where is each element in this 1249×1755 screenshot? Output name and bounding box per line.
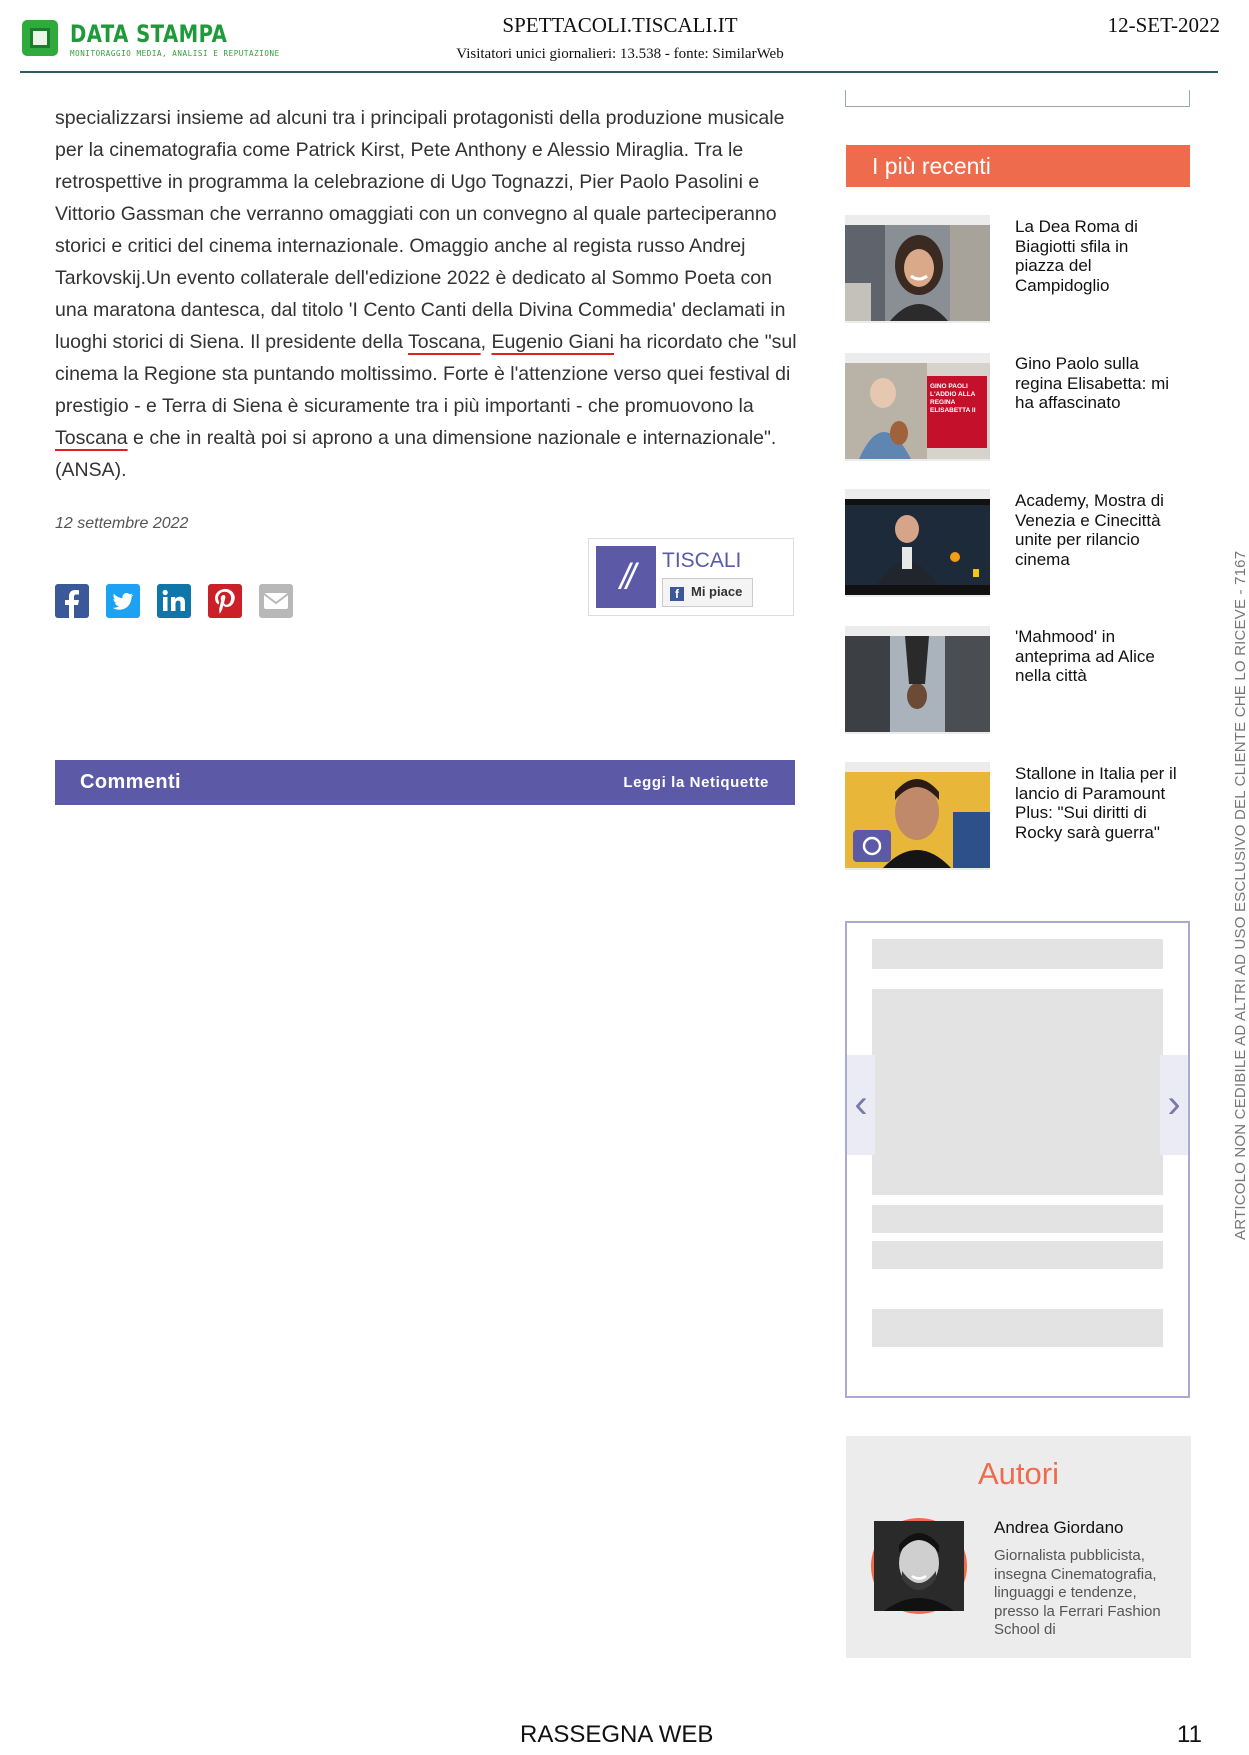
chevron-left-icon[interactable]: ‹ xyxy=(847,1055,875,1155)
footer-label: RASSEGNA WEB xyxy=(520,1721,714,1748)
recent-news-heading: I più recenti xyxy=(846,145,1190,187)
facebook-small-icon: f xyxy=(670,587,684,601)
page-number: 11 xyxy=(1177,1721,1202,1748)
author-bio: Giornalista pubblicista, insegna Cinematografia, linguaggi e tendenze, presso la Ferrari Fashion School di xyxy=(994,1547,1161,1638)
comments-header xyxy=(55,760,795,805)
article-text: e che in realtà poi si aprono a una dimensione nazionale e internazionale". (ANSA). xyxy=(55,427,777,481)
tiscali-logo-icon: // xyxy=(596,546,656,608)
article-body xyxy=(55,102,800,486)
carousel-placeholder xyxy=(872,989,1163,1195)
sidebar-top-box xyxy=(845,90,1190,107)
news-thumbnail[interactable] xyxy=(845,762,990,870)
visitors-info: Visitatori unici giornalieri: 13.538 - fonte: SimilarWeb xyxy=(456,46,784,62)
news-thumbnail[interactable] xyxy=(845,489,990,597)
comments-title: Commenti xyxy=(80,771,181,793)
logo-subtitle: MONITORAGGIO MEDIA, ANALISI E REPUTAZIONE xyxy=(70,49,280,58)
news-thumbnail[interactable] xyxy=(845,626,990,734)
side-legal-notice: ARTICOLO NON CEDIBILE AD ALTRI AD USO ESCLUSIVO DEL CLIENTE CHE LO RICEVE - 7167 xyxy=(1232,550,1249,1240)
authors-box xyxy=(846,1436,1191,1658)
keyword-link-toscana[interactable]: Toscana xyxy=(55,427,128,449)
linkedin-icon[interactable] xyxy=(157,584,191,618)
author-name[interactable]: Andrea Giordano xyxy=(994,1518,1124,1537)
chevron-right-icon[interactable]: › xyxy=(1160,1055,1188,1155)
carousel-placeholder xyxy=(872,1205,1163,1233)
email-icon[interactable] xyxy=(259,584,293,618)
clipping-date: 12-SET-2022 xyxy=(1107,13,1220,37)
carousel-placeholder xyxy=(872,1241,1163,1269)
news-item-title[interactable]: 'Mahmood' in anteprima ad Alice nella città xyxy=(1015,627,1155,685)
article-text: , xyxy=(480,331,492,353)
data-stampa-logo-icon xyxy=(22,20,58,56)
header-divider xyxy=(20,71,1218,73)
sidebar-carousel xyxy=(845,921,1190,1398)
keyword-link-eugenio-giani[interactable]: Eugenio Giani xyxy=(491,331,615,353)
article-date: 12 settembre 2022 xyxy=(55,515,189,532)
news-item-title[interactable]: Gino Paolo sulla regina Elisabetta: mi ha affascinato xyxy=(1015,354,1170,412)
tiscali-page-name[interactable]: TISCALI xyxy=(662,549,742,572)
source-site: SPETTACOLI.TISCALI.IT xyxy=(502,13,738,37)
carousel-placeholder xyxy=(872,1309,1163,1347)
pinterest-icon[interactable] xyxy=(208,584,242,618)
authors-heading: Autori xyxy=(978,1456,1059,1491)
news-thumbnail[interactable] xyxy=(845,215,990,323)
like-button[interactable]: Mi piace xyxy=(662,578,753,607)
logo-title: DATA STAMPA xyxy=(70,20,228,48)
keyword-link-toscana[interactable]: Toscana xyxy=(408,331,481,353)
news-item-title[interactable]: Stallone in Italia per il lancio di Paramount Plus: "Sui diritti di Rocky sarà guerra" xyxy=(1015,764,1177,842)
news-item-title[interactable]: Academy, Mostra di Venezia e Cinecittà unite per rilancio cinema xyxy=(1015,491,1164,569)
author-avatar[interactable] xyxy=(871,1518,967,1614)
news-thumbnail[interactable] xyxy=(845,353,990,461)
article-text: ha ricordato che "sul cinema la Regione sta puntando moltissimo. Forte è l'attenzione verso quei festival di prestigio - e Terra di Siena è sicuramente tra i più importanti - che promuovono la xyxy=(55,331,797,417)
thumbnail-caption: GINO PAOLI L'ADDIO ALLA REGINA ELISABETTA II xyxy=(930,383,976,414)
facebook-icon[interactable] xyxy=(55,584,89,618)
twitter-icon[interactable] xyxy=(106,584,140,618)
netiquette-link[interactable]: Leggi la Netiquette xyxy=(623,774,769,791)
article-text: specializzarsi insieme ad alcuni tra i principali protagonisti della produzione musicale per la cinematografia come Patrick Kirst, Pete Anthony e Alessio Miraglia. Tra le retrospettive in programma la celebrazione di Ugo Tognazzi, Pier Paolo Pasolini e Vittorio Gassman che verranno omaggiati con un convegno al quale parteciperanno storici e critici del cinema internazionale. Omaggio anche al regista russo Andrej Tarkovskij.Un evento collaterale dell'edizione 2022 è dedicato al Sommo Poeta con una maratona dantesca, dal titolo 'I Cento Canti della Divina Commedia' declamati in luoghi storici di Siena. Il presidente della xyxy=(55,107,786,353)
news-item-title[interactable]: La Dea Roma di Biagiotti sfila in piazza del Campidoglio xyxy=(1015,217,1138,295)
carousel-placeholder xyxy=(872,939,1163,969)
